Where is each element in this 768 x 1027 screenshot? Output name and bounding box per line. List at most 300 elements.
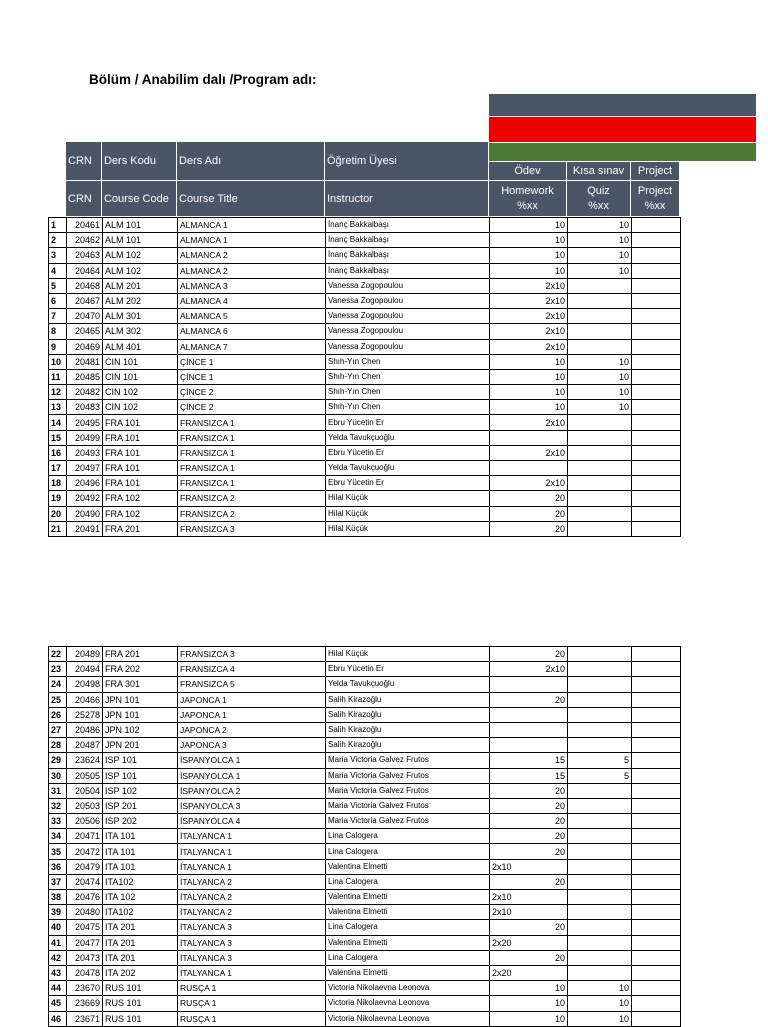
homework-cell: 10 (490, 981, 568, 996)
course-title-cell: JAPONCA 3 (178, 738, 326, 753)
instructor-cell: Lina Calogera (326, 874, 490, 889)
table-row (49, 430, 681, 445)
course-code-cell: ITA102 (103, 874, 178, 889)
crn-cell: 20493 (67, 445, 103, 460)
table-row (49, 814, 681, 829)
course-title-cell: RUSÇA 1 (178, 1011, 326, 1026)
crn-cell: 20470 (67, 309, 103, 324)
quiz-cell: 10 (568, 263, 632, 278)
table-row (49, 783, 681, 798)
quiz-cell (568, 844, 632, 859)
course-title-cell: İTALYANCA 1 (178, 844, 326, 859)
crn-cell: 20481 (67, 354, 103, 369)
crn-cell: 20478 (67, 965, 103, 980)
homework-cell: 2x10 (490, 445, 568, 460)
course-title-cell: FRANSIZCA 2 (178, 491, 326, 506)
instructor-cell: Lina Calogera (326, 950, 490, 965)
table-row (49, 996, 681, 1011)
row-number: 44 (49, 981, 67, 996)
project-cell (632, 662, 681, 677)
row-number: 45 (49, 996, 67, 1011)
instructor-cell: Vanessa Zogopoulou (326, 324, 490, 339)
table-row (49, 339, 681, 354)
course-code-cell: FRA 101 (103, 476, 178, 491)
row-number: 4 (49, 263, 67, 278)
row-number: 15 (49, 430, 67, 445)
row-number: 21 (49, 521, 67, 536)
instructor-cell: İnanç Bakkalbaşı (326, 218, 490, 233)
table-row (49, 874, 681, 889)
quiz-cell: 5 (568, 753, 632, 768)
row-number: 16 (49, 445, 67, 460)
quiz-cell (568, 859, 632, 874)
homework-cell: 20 (490, 950, 568, 965)
project-cell (632, 996, 681, 1011)
homework-cell: 10 (490, 996, 568, 1011)
quiz-cell: 10 (568, 369, 632, 384)
homework-cell: 15 (490, 768, 568, 783)
quiz-cell (568, 278, 632, 293)
table-row (49, 647, 681, 662)
row-number: 24 (49, 677, 67, 692)
instructor-cell: Victoria Nikolaevna Leonova (326, 1011, 490, 1026)
course-title-cell: ALMANCA 2 (178, 248, 326, 263)
course-title-cell: ÇİNCE 2 (178, 400, 326, 415)
quiz-cell: 10 (568, 354, 632, 369)
quiz-cell (568, 662, 632, 677)
quiz-cell (568, 814, 632, 829)
table-row (49, 233, 681, 248)
crn-cell: 20489 (67, 647, 103, 662)
header-project-en (631, 181, 679, 216)
project-cell (632, 647, 681, 662)
project-cell (632, 768, 681, 783)
header-crn-en: CRN (66, 181, 101, 216)
instructor-cell: İnanç Bakkalbaşı (326, 248, 490, 263)
course-code-cell: ITA 202 (103, 965, 178, 980)
crn-cell: 20486 (67, 722, 103, 737)
homework-cell: 2x10 (490, 339, 568, 354)
row-number: 25 (49, 692, 67, 707)
crn-cell: 20503 (67, 798, 103, 813)
course-code-cell: FRA 202 (103, 662, 178, 677)
row-number: 42 (49, 950, 67, 965)
project-cell (632, 248, 681, 263)
course-code-cell: CIN 102 (103, 385, 178, 400)
course-title-cell: JAPONCA 1 (178, 692, 326, 707)
crn-cell: 20495 (67, 415, 103, 430)
table-row (49, 248, 681, 263)
homework-cell: 10 (490, 385, 568, 400)
instructor-cell: Vanessa Zogopoulou (326, 309, 490, 324)
header-quiz-pct: %xx (588, 199, 609, 212)
header-homework-tr: Ödev (489, 162, 566, 180)
project-cell (632, 385, 681, 400)
course-code-cell: FRA 201 (103, 647, 178, 662)
table-row (49, 950, 681, 965)
row-number: 1 (49, 218, 67, 233)
course-code-cell: JPN 201 (103, 738, 178, 753)
course-title-cell: FRANSIZCA 3 (178, 647, 326, 662)
course-title-cell: ÇİNCE 1 (178, 369, 326, 384)
course-code-cell: ITA 201 (103, 950, 178, 965)
course-title-cell: FRANSIZCA 5 (178, 677, 326, 692)
quiz-cell (568, 415, 632, 430)
row-number: 18 (49, 476, 67, 491)
crn-cell: 20504 (67, 783, 103, 798)
instructor-cell: Vanessa Zogopoulou (326, 293, 490, 308)
table-row (49, 829, 681, 844)
course-title-cell: İTALYANCA 1 (178, 965, 326, 980)
course-table-top (48, 217, 681, 537)
project-cell (632, 293, 681, 308)
row-number: 19 (49, 491, 67, 506)
homework-cell: 20 (490, 798, 568, 813)
color-band-red (489, 117, 756, 142)
project-cell (632, 935, 681, 950)
row-number: 41 (49, 935, 67, 950)
instructor-cell: Maria Victoria Galvez Frutos (326, 798, 490, 813)
row-number: 27 (49, 722, 67, 737)
table-row (49, 354, 681, 369)
homework-cell: 20 (490, 874, 568, 889)
project-cell (632, 707, 681, 722)
course-title-cell: İSPANYOLCA 3 (178, 798, 326, 813)
course-title-cell: FRANSIZCA 2 (178, 506, 326, 521)
course-title-cell: FRANSIZCA 1 (178, 445, 326, 460)
row-number: 32 (49, 798, 67, 813)
row-number: 36 (49, 859, 67, 874)
course-code-cell: FRA 102 (103, 491, 178, 506)
homework-cell (490, 677, 568, 692)
table-row (49, 309, 681, 324)
course-title-cell: FRANSIZCA 1 (178, 461, 326, 476)
instructor-cell: Hilal Küçük (326, 521, 490, 536)
quiz-cell (568, 890, 632, 905)
row-number: 30 (49, 768, 67, 783)
instructor-cell: Victoria Nikolaevna Leonova (326, 996, 490, 1011)
course-title-cell: İTALYANCA 3 (178, 950, 326, 965)
table-row (49, 445, 681, 460)
crn-cell: 20494 (67, 662, 103, 677)
quiz-cell (568, 491, 632, 506)
instructor-cell: Valentina Elmetti (326, 935, 490, 950)
color-band-slate (489, 94, 756, 116)
project-cell (632, 677, 681, 692)
homework-cell: 2x10 (490, 324, 568, 339)
course-code-cell: RUS 101 (103, 996, 178, 1011)
row-number: 40 (49, 920, 67, 935)
project-cell (632, 400, 681, 415)
course-title-cell: İTALYANCA 1 (178, 829, 326, 844)
row-number: 26 (49, 707, 67, 722)
course-title-cell: İSPANYOLCA 1 (178, 768, 326, 783)
crn-cell: 23669 (67, 996, 103, 1011)
instructor-cell: Hilal Küçük (326, 491, 490, 506)
crn-cell: 20498 (67, 677, 103, 692)
project-cell (632, 278, 681, 293)
quiz-cell (568, 874, 632, 889)
homework-cell: 10 (490, 263, 568, 278)
crn-cell: 20476 (67, 890, 103, 905)
course-code-cell: FRA 201 (103, 521, 178, 536)
homework-cell: 20 (490, 920, 568, 935)
table-row (49, 385, 681, 400)
homework-cell (490, 461, 568, 476)
instructor-cell: Lina Calogera (326, 920, 490, 935)
course-code-cell: FRA 301 (103, 677, 178, 692)
project-cell (632, 491, 681, 506)
table-row (49, 798, 681, 813)
instructor-cell: Shıh-Yın Chen (326, 385, 490, 400)
quiz-cell (568, 339, 632, 354)
homework-cell: 2x20 (490, 965, 568, 980)
table-row (49, 722, 681, 737)
instructor-cell: Salih Kirazoğlu (326, 722, 490, 737)
homework-cell: 20 (490, 506, 568, 521)
instructor-cell: Maria Victoria Galvez Frutos (326, 814, 490, 829)
course-title-cell: ALMANCA 7 (178, 339, 326, 354)
course-code-cell: RUS 101 (103, 1011, 178, 1026)
course-code-cell: RUS 101 (103, 981, 178, 996)
instructor-cell: Hilal Küçük (326, 506, 490, 521)
crn-cell: 23624 (67, 753, 103, 768)
course-code-cell: CIN 101 (103, 369, 178, 384)
course-code-cell: ALM 401 (103, 339, 178, 354)
course-code-cell: CIN 101 (103, 354, 178, 369)
row-number: 34 (49, 829, 67, 844)
crn-cell: 20496 (67, 476, 103, 491)
homework-cell: 10 (490, 218, 568, 233)
header-quiz-label: Quiz (587, 184, 610, 197)
crn-cell: 20474 (67, 874, 103, 889)
quiz-cell (568, 692, 632, 707)
table-row (49, 844, 681, 859)
instructor-cell: Shıh-Yın Chen (326, 354, 490, 369)
row-number: 8 (49, 324, 67, 339)
row-number: 35 (49, 844, 67, 859)
course-title-cell: FRANSIZCA 1 (178, 430, 326, 445)
instructor-cell: Vanessa Zogopoulou (326, 278, 490, 293)
course-title-cell: İTALYANCA 2 (178, 874, 326, 889)
course-title-cell: İSPANYOLCA 1 (178, 753, 326, 768)
header-project-tr: Project (631, 162, 679, 180)
instructor-cell: Shıh-Yın Chen (326, 400, 490, 415)
homework-cell: 20 (490, 491, 568, 506)
crn-cell: 20479 (67, 859, 103, 874)
table-row (49, 890, 681, 905)
quiz-cell (568, 783, 632, 798)
homework-cell: 20 (490, 521, 568, 536)
course-title-cell: İSPANYOLCA 4 (178, 814, 326, 829)
project-cell (632, 844, 681, 859)
course-code-cell: ALM 101 (103, 233, 178, 248)
crn-cell: 20473 (67, 950, 103, 965)
row-number: 38 (49, 890, 67, 905)
table-row (49, 920, 681, 935)
homework-cell: 10 (490, 354, 568, 369)
course-code-cell: FRA 101 (103, 461, 178, 476)
crn-cell: 20492 (67, 491, 103, 506)
homework-cell (490, 430, 568, 445)
row-number: 13 (49, 400, 67, 415)
table-row (49, 506, 681, 521)
instructor-cell: Ebru Yücetin Er (326, 445, 490, 460)
course-title-cell: İTALYANCA 1 (178, 859, 326, 874)
instructor-cell: Yelda Tavukçuoğlu (326, 677, 490, 692)
table-row (49, 965, 681, 980)
header-homework-pct: %xx (517, 199, 538, 212)
crn-cell: 20471 (67, 829, 103, 844)
homework-cell: 10 (490, 369, 568, 384)
homework-cell: 20 (490, 829, 568, 844)
crn-cell: 20462 (67, 233, 103, 248)
instructor-cell: Ebru Yücetin Er (326, 415, 490, 430)
project-cell (632, 753, 681, 768)
project-cell (632, 506, 681, 521)
course-code-cell: ITA 201 (103, 920, 178, 935)
course-title-cell: İTALYANCA 2 (178, 905, 326, 920)
homework-cell: 2x10 (490, 662, 568, 677)
project-cell (632, 461, 681, 476)
row-number: 33 (49, 814, 67, 829)
project-cell (632, 415, 681, 430)
row-number: 7 (49, 309, 67, 324)
course-code-cell: ISP 101 (103, 753, 178, 768)
project-cell (632, 476, 681, 491)
course-code-cell: ITA 101 (103, 829, 178, 844)
course-title-cell: RUSÇA 1 (178, 996, 326, 1011)
homework-cell: 2x10 (490, 476, 568, 491)
table-row (49, 278, 681, 293)
table-row (49, 521, 681, 536)
course-code-cell: ITA 101 (103, 844, 178, 859)
table-row (49, 753, 681, 768)
row-number: 37 (49, 874, 67, 889)
header-homework-en (489, 181, 566, 216)
homework-cell: 20 (490, 814, 568, 829)
course-table-bottom (48, 646, 681, 1027)
header-quiz-tr: Kısa sınav (567, 162, 630, 180)
quiz-cell: 10 (568, 400, 632, 415)
header-crn-tr: CRN (66, 142, 101, 180)
row-number: 10 (49, 354, 67, 369)
course-code-cell: ISP 201 (103, 798, 178, 813)
table-row (49, 677, 681, 692)
row-number: 5 (49, 278, 67, 293)
instructor-cell: Maria Victoria Galvez Frutos (326, 753, 490, 768)
instructor-cell: Salih Kirazoğlu (326, 707, 490, 722)
quiz-cell (568, 677, 632, 692)
header-code-en: Course Code (102, 181, 176, 216)
instructor-cell: Maria Victoria Galvez Frutos (326, 768, 490, 783)
project-cell (632, 218, 681, 233)
row-number: 28 (49, 738, 67, 753)
crn-cell: 20468 (67, 278, 103, 293)
table-row (49, 476, 681, 491)
course-code-cell: ITA102 (103, 905, 178, 920)
course-title-cell: ALMANCA 3 (178, 278, 326, 293)
course-title-cell: ALMANCA 5 (178, 309, 326, 324)
instructor-cell: Valentina Elmetti (326, 859, 490, 874)
row-number: 2 (49, 233, 67, 248)
project-cell (632, 981, 681, 996)
table-row (49, 707, 681, 722)
crn-cell: 20485 (67, 369, 103, 384)
course-title-cell: ALMANCA 1 (178, 233, 326, 248)
course-code-cell: JPN 102 (103, 722, 178, 737)
homework-cell: 2x20 (490, 935, 568, 950)
project-cell (632, 354, 681, 369)
crn-cell: 20463 (67, 248, 103, 263)
quiz-cell: 10 (568, 248, 632, 263)
crn-cell: 20465 (67, 324, 103, 339)
table-row (49, 218, 681, 233)
instructor-cell: Ebru Yücetin Er (326, 476, 490, 491)
crn-cell: 20466 (67, 692, 103, 707)
quiz-cell: 10 (568, 218, 632, 233)
table-row (49, 324, 681, 339)
quiz-cell: 5 (568, 768, 632, 783)
project-cell (632, 521, 681, 536)
quiz-cell (568, 905, 632, 920)
quiz-cell (568, 707, 632, 722)
homework-cell: 20 (490, 783, 568, 798)
course-title-cell: FRANSIZCA 1 (178, 476, 326, 491)
homework-cell: 20 (490, 844, 568, 859)
instructor-cell: Victoria Nikolaevna Leonova (326, 981, 490, 996)
quiz-cell (568, 461, 632, 476)
crn-cell: 23671 (67, 1011, 103, 1026)
project-cell (632, 324, 681, 339)
homework-cell: 10 (490, 248, 568, 263)
homework-cell: 15 (490, 753, 568, 768)
project-cell (632, 445, 681, 460)
course-code-cell: ITA 102 (103, 890, 178, 905)
row-number: 46 (49, 1011, 67, 1026)
course-code-cell: FRA 101 (103, 430, 178, 445)
homework-cell: 2x10 (490, 415, 568, 430)
row-number: 29 (49, 753, 67, 768)
crn-cell: 20475 (67, 920, 103, 935)
crn-cell: 20487 (67, 738, 103, 753)
crn-cell: 20499 (67, 430, 103, 445)
homework-cell: 2x10 (490, 890, 568, 905)
instructor-cell: Valentina Elmetti (326, 905, 490, 920)
table-row (49, 935, 681, 950)
table-row (49, 415, 681, 430)
header-quiz-en (567, 181, 630, 216)
crn-cell: 20506 (67, 814, 103, 829)
course-code-cell: ALM 201 (103, 278, 178, 293)
crn-cell: 20483 (67, 400, 103, 415)
course-code-cell: JPN 101 (103, 692, 178, 707)
project-cell (632, 783, 681, 798)
course-title-cell: JAPONCA 2 (178, 722, 326, 737)
quiz-cell (568, 920, 632, 935)
project-cell (632, 829, 681, 844)
course-title-cell: İTALYANCA 3 (178, 920, 326, 935)
quiz-cell: 10 (568, 385, 632, 400)
homework-cell: 2x10 (490, 293, 568, 308)
crn-cell: 20472 (67, 844, 103, 859)
course-title-cell: İTALYANCA 3 (178, 935, 326, 950)
course-code-cell: CIN 102 (103, 400, 178, 415)
course-code-cell: FRA 102 (103, 506, 178, 521)
project-cell (632, 950, 681, 965)
instructor-cell: Lina Calogera (326, 844, 490, 859)
crn-cell: 20467 (67, 293, 103, 308)
